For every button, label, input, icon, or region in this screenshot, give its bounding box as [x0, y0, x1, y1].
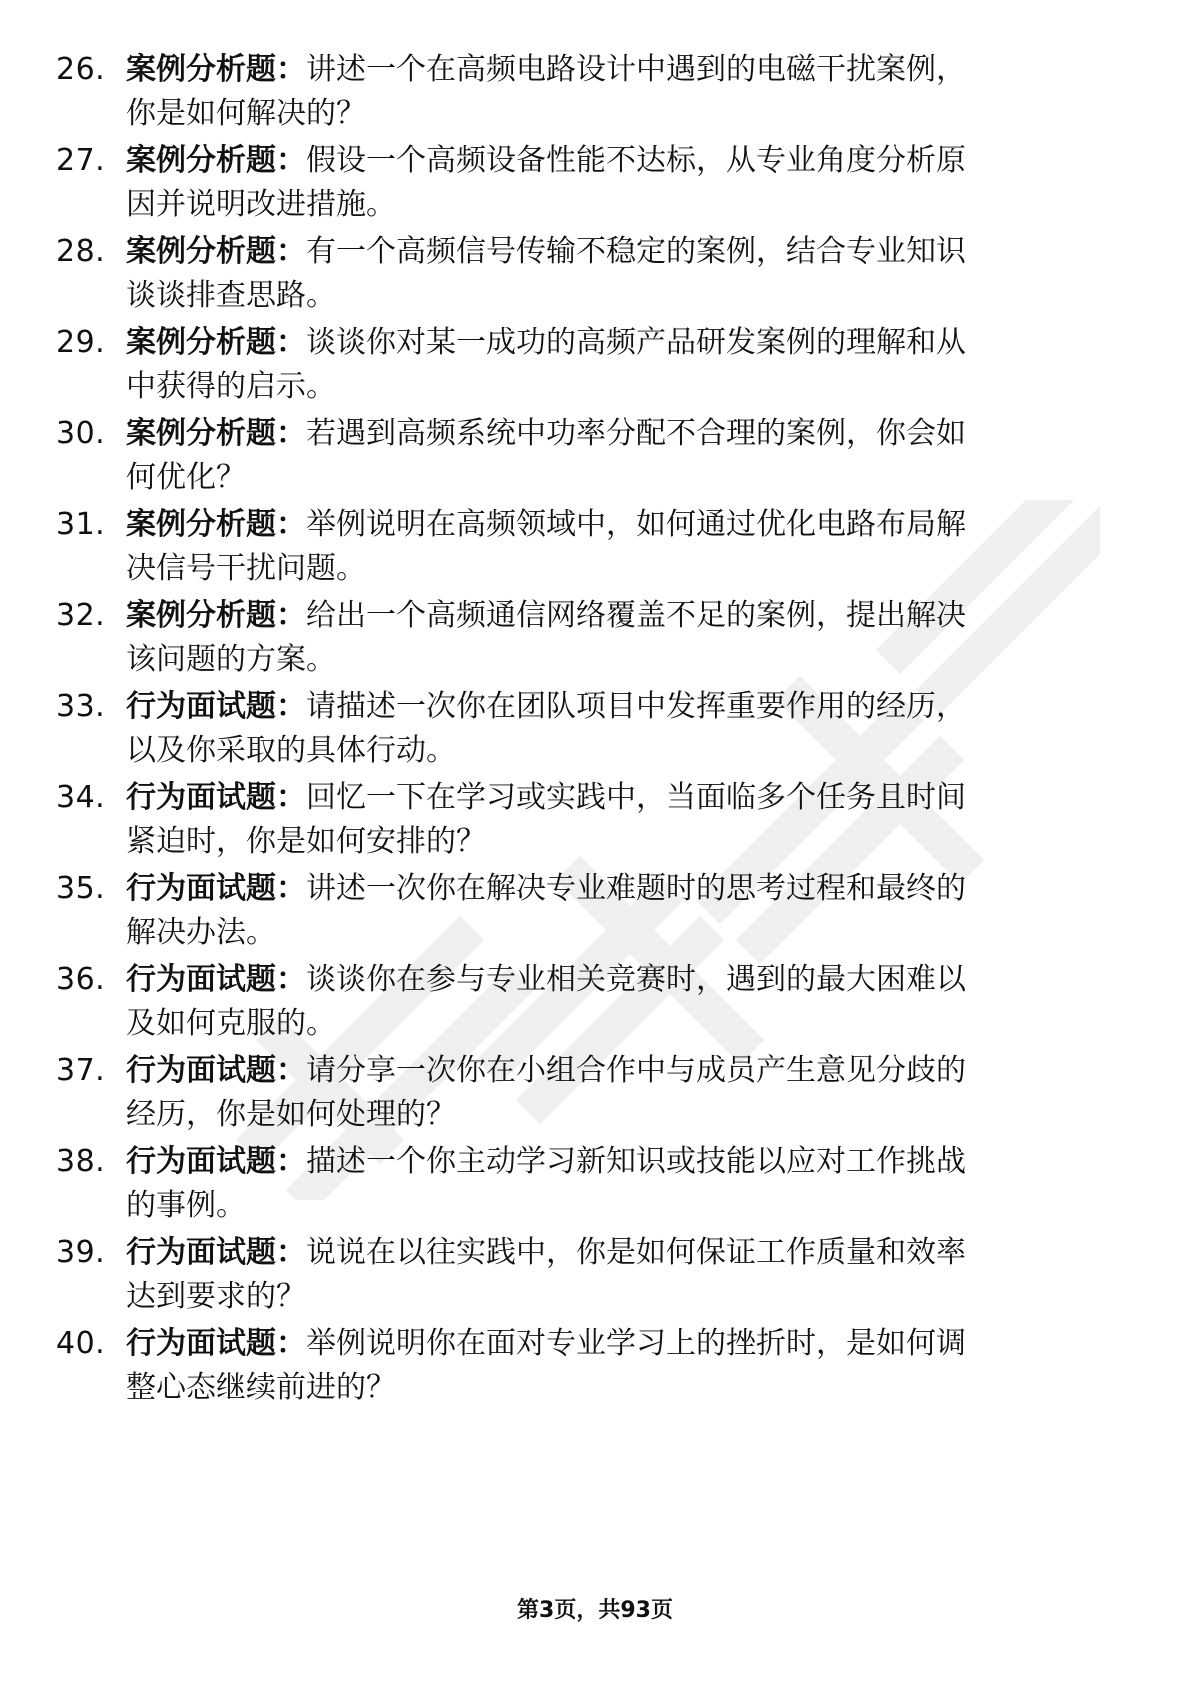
- question-number: 27.: [56, 143, 106, 178]
- question-body: 有一个高频信号传输不稳定的案例，结合专业知识: [306, 234, 966, 269]
- question-item: [0, 594, 1190, 684]
- question-number: 28.: [56, 234, 106, 269]
- question-category: 行为面试题：: [126, 1053, 306, 1088]
- question-line-1: [126, 139, 1126, 183]
- question-body: 说说在以往实践中，你是如何保证工作质量和效率: [306, 1235, 966, 1270]
- question-item: [0, 1231, 1190, 1321]
- question-number: 40.: [56, 1326, 106, 1361]
- question-text: [126, 594, 1126, 682]
- question-line-2: 中获得的启示。: [126, 369, 336, 404]
- question-text: [126, 685, 1126, 773]
- question-number: 35.: [56, 871, 106, 906]
- question-line-1: [126, 1049, 1126, 1093]
- question-item: [0, 685, 1190, 775]
- question-number: 33.: [56, 689, 106, 724]
- question-text: [126, 1322, 1126, 1410]
- question-body: 举例说明你在面对专业学习上的挫折时，是如何调: [306, 1326, 966, 1361]
- question-line-1: [126, 230, 1126, 274]
- question-line-2: 何优化？: [126, 460, 246, 495]
- question-line-2: 以及你采取的具体行动。: [126, 733, 456, 768]
- question-body: 假设一个高频设备性能不达标，从专业角度分析原: [306, 143, 966, 178]
- question-number: 30.: [56, 416, 106, 451]
- question-number: 34.: [56, 780, 106, 815]
- question-number: 36.: [56, 962, 106, 997]
- question-body: 讲述一次你在解决专业难题时的思考过程和最终的: [306, 871, 966, 906]
- question-text: [126, 48, 1126, 136]
- question-line-1: [126, 503, 1126, 547]
- question-category: 案例分析题：: [126, 416, 306, 451]
- question-line-2: 你是如何解决的？: [126, 96, 366, 131]
- question-category: 行为面试题：: [126, 780, 306, 815]
- question-body: 讲述一个在高频电路设计中遇到的电磁干扰案例，: [306, 52, 966, 87]
- page-number-footer: 第3页，共93页: [517, 1598, 673, 1623]
- question-text: [126, 321, 1126, 409]
- question-line-2: 经历，你是如何处理的？: [126, 1097, 456, 1132]
- question-item: [0, 412, 1190, 502]
- question-line-1: [126, 1231, 1126, 1275]
- question-item: [0, 1140, 1190, 1230]
- question-body: 请分享一次你在小组合作中与成员产生意见分歧的: [306, 1053, 966, 1088]
- question-item: [0, 48, 1190, 138]
- question-line-1: [126, 321, 1126, 365]
- question-category: 案例分析题：: [126, 52, 306, 87]
- question-text: [126, 1049, 1126, 1137]
- question-category: 案例分析题：: [126, 234, 306, 269]
- question-line-1: [126, 867, 1126, 911]
- question-number: 26.: [56, 52, 106, 87]
- question-text: [126, 503, 1126, 591]
- question-body: 举例说明在高频领域中，如何通过优化电路布局解: [306, 507, 966, 542]
- question-number: 29.: [56, 325, 106, 360]
- question-body: 描述一个你主动学习新知识或技能以应对工作挑战: [306, 1144, 966, 1179]
- question-line-1: [126, 48, 1126, 92]
- question-text: [126, 1140, 1126, 1228]
- question-line-2: 的事例。: [126, 1188, 246, 1223]
- question-line-1: [126, 958, 1126, 1002]
- question-category: 行为面试题：: [126, 1235, 306, 1270]
- question-line-2: 达到要求的？: [126, 1279, 306, 1314]
- question-line-2: 及如何克服的。: [126, 1006, 336, 1041]
- question-text: [126, 867, 1126, 955]
- question-item: [0, 776, 1190, 866]
- question-item: [0, 1322, 1190, 1412]
- question-text: [126, 139, 1126, 227]
- question-number: 37.: [56, 1053, 106, 1088]
- question-item: [0, 503, 1190, 593]
- question-item: [0, 958, 1190, 1048]
- question-line-1: [126, 776, 1126, 820]
- question-item: [0, 139, 1190, 229]
- question-number: 39.: [56, 1235, 106, 1270]
- question-item: [0, 867, 1190, 957]
- question-line-2: 因并说明改进措施。: [126, 187, 396, 222]
- question-number: 32.: [56, 598, 106, 633]
- question-line-1: [126, 1140, 1126, 1184]
- question-item: [0, 1049, 1190, 1139]
- question-category: 行为面试题：: [126, 1144, 306, 1179]
- question-line-1: [126, 594, 1126, 638]
- question-number: 31.: [56, 507, 106, 542]
- question-number: 38.: [56, 1144, 106, 1179]
- question-item: [0, 230, 1190, 320]
- question-line-2: 该问题的方案。: [126, 642, 336, 677]
- question-item: [0, 321, 1190, 411]
- question-line-2: 决信号干扰问题。: [126, 551, 366, 586]
- question-body: 若遇到高频系统中功率分配不合理的案例，你会如: [306, 416, 966, 451]
- question-line-1: [126, 685, 1126, 729]
- question-category: 行为面试题：: [126, 962, 306, 997]
- question-body: 请描述一次你在团队项目中发挥重要作用的经历，: [306, 689, 966, 724]
- question-line-2: 解决办法。: [126, 915, 276, 950]
- question-line-1: [126, 412, 1126, 456]
- question-line-2: 谈谈排查思路。: [126, 278, 336, 313]
- question-line-2: 整心态继续前进的？: [126, 1370, 396, 1405]
- question-category: 案例分析题：: [126, 143, 306, 178]
- question-text: [126, 230, 1126, 318]
- question-category: 案例分析题：: [126, 507, 306, 542]
- question-text: [126, 958, 1126, 1046]
- question-body: 谈谈你在参与专业相关竞赛时，遇到的最大困难以: [306, 962, 966, 997]
- question-text: [126, 776, 1126, 864]
- question-line-2: 紧迫时，你是如何安排的？: [126, 824, 486, 859]
- question-category: 行为面试题：: [126, 871, 306, 906]
- question-category: 案例分析题：: [126, 325, 306, 360]
- question-category: 案例分析题：: [126, 598, 306, 633]
- question-category: 行为面试题：: [126, 1326, 306, 1361]
- question-category: 行为面试题：: [126, 689, 306, 724]
- question-body: 给出一个高频通信网络覆盖不足的案例，提出解决: [306, 598, 966, 633]
- question-line-1: [126, 1322, 1126, 1366]
- question-body: 谈谈你对某一成功的高频产品研发案例的理解和从: [306, 325, 966, 360]
- question-text: [126, 1231, 1126, 1319]
- question-text: [126, 412, 1126, 500]
- question-body: 回忆一下在学习或实践中，当面临多个任务且时间: [306, 780, 966, 815]
